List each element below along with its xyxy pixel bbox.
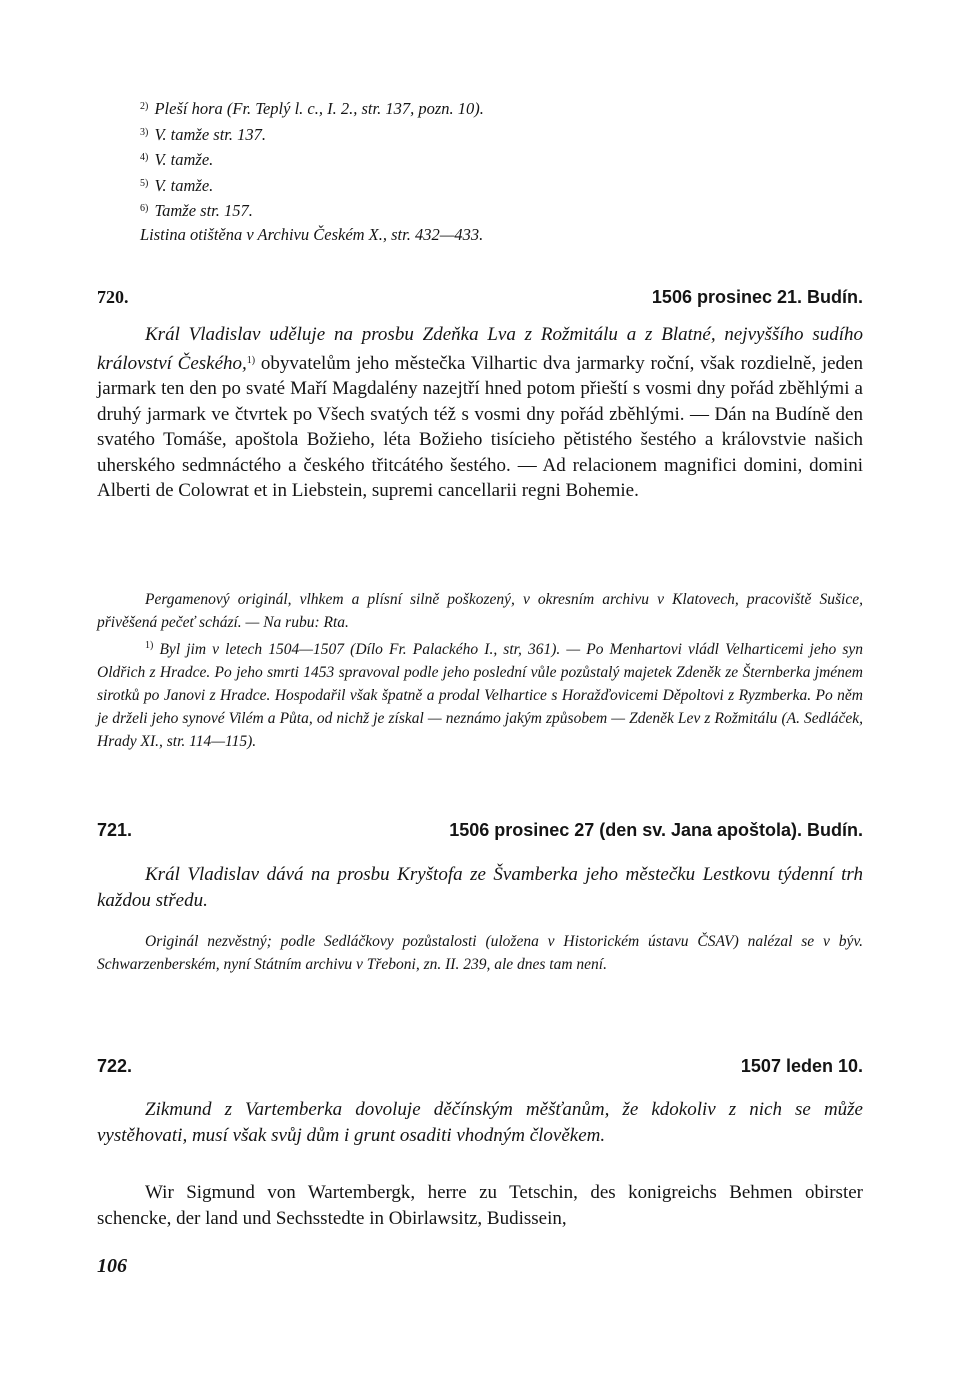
entry-date: 1506 prosinec 27 (den sv. Jana apoštola). Budín.: [449, 820, 863, 840]
entry-721-summary: Král Vladislav dává na prosbu Kryštofa ze Švamberka jeho městečku Lestkovu týdenní trh každou středu.: [97, 864, 863, 911]
entry-722-summary: Zikmund z Vartemberka dovoluje děčínským měšťanům, že kdokoliv z nich se může vystěhovati, musí však svůj dům i grunt osaditi vhodným člověkem.: [97, 1099, 863, 1146]
entry-721-source: Originál nezvěstný; podle Sedláčkovy pozůstalosti (uložena v Historickém ústavu ČSAV) nalézal se v býv. Schwarzenberském, nyní Státním archivu v Třeboni, zn. II. 239, ale dnes tam není.: [97, 933, 863, 973]
footnote-line: $^{2)}$ Pleší hora (Fr. Teplý l. c., I. 2., str. 137, pozn. 10).: [140, 99, 484, 118]
entry-number: 720.: [97, 287, 129, 307]
footnote-line: $^{3)}$ V. tamže str. 137.: [140, 124, 267, 144]
entry-720-text: [97, 322, 863, 504]
entry-number: 721.: [97, 820, 133, 840]
entry-722-body: Wir Sigmund von Wartembergk, herre zu Tetschin, des konigreichs Behmen obirster schencke, der land und Sechsstedte in Obirlawsitz, Budissein,: [97, 1182, 863, 1229]
footnote-line: $^{6)}$ Tamže str. 157.: [140, 201, 253, 220]
footnote-line: Listina otištěna v Archivu Českém X., str. 432—433.: [140, 224, 484, 244]
entry-summary: Král Vladislav uděluje na prosbu Zdeňka Lva z Rožmitálu a z Blatné, nejvyššího sudího království Českého,: [97, 324, 863, 374]
entry-body: obyvatelům jeho městečka Vilhartic dva jarmarky roční, však rozdielně, jeden jarmark ten den po svaté Maří Magdalény nazejtří hned potom přieští s vosmi dny pořád zběhlými a druhý jarmark ve čtvrtek po Všech svatých též s vosmi dny pořád zběhlými. — Dán na Budíně den svatého Tomáše, apoštola Božieho, léta Božieho tisícieho pětistého šestého a královstvie našich uherského sedmnáctého a českého třitcátého šestého. — Ad relacionem magnifici domini, domini Alberti de Colowrat et in Liebstein, supremi cancellarii regni Bohemie.: [97, 352, 863, 501]
entry-721-header: [97, 820, 863, 848]
footnote-ref: 1): [246, 354, 256, 366]
footnote-line: $^{5)}$ V. tamže.: [140, 175, 214, 195]
top-footnotes: [140, 95, 860, 246]
page-number: 106: [97, 1255, 127, 1277]
entry-date: 1507 leden 10.: [740, 1056, 863, 1076]
entry-720-header: [97, 287, 863, 315]
entry-720-source: Pergamenový originál, vlhkem a plísní silně poškozený, v okresním archivu v Klatovech, pracoviště Sušice, přivěšená pečeť schází. — Na rubu: Rta.: [97, 591, 863, 631]
footnote-mark: 1): [145, 640, 154, 651]
entry-720-footnote: $^{1)}$ Byl jim v letech 1504—1507 (Dílo Fr. Palackého I., str, 361). — Po Menhartovi vládl Velharticemi jeho syn Oldřich z Hradce. Po jeho smrti 1453 spravoval podle jeho poslední vůle pozůstalý majetek Zdeněk ze Šternberka jménem sirotků po Janovi z Hradce. Hospodařil však špatně a prodal Velhartice s Horažďovicemi Děpoltovi z Ryzmberka. Po něm je drželi jeho synové Vilém a Půta, od nichž je získal — neznámo jakým způsobem — Zdeněk Lev z Rožmitálu (A. Sedláček, Hrady XI., str. 114—115).: [97, 640, 864, 750]
footnote-line: $^{4)}$ V. tamže.: [140, 150, 214, 169]
entry-number: 722.: [97, 1056, 133, 1076]
entry-date: 1506 prosinec 21. Budín.: [651, 287, 863, 307]
entry-722-header: [97, 1056, 863, 1084]
